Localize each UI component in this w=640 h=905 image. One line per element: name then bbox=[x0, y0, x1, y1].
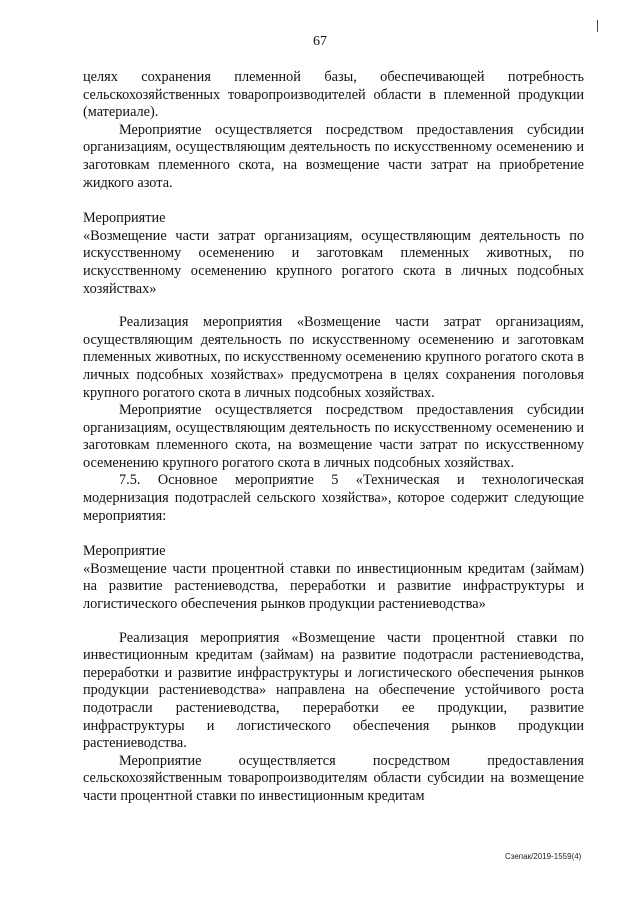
paragraph: Мероприятие осуществляется посредством предоставления субсидии организациям, осуществляющим деятельность по искусственному осеменению и заготовкам племенного скота, на возмещение части затрат на приобретение жидкого азота. bbox=[83, 121, 584, 191]
document-body bbox=[83, 69, 584, 806]
paragraph: Реализация мероприятия «Возмещение части процентной ставки по инвестиционным кредитам (займам) на развитие подотрасли растениеводства, переработки и развитие инфраструктуры и логистического обеспечения рынков продукции растениеводства» направлена на обеспечение устойчивого роста подотрасли растениеводства, переработки ее продукции, развитие инфраструктуры и логистического обеспечения рынков продукции растениеводства. bbox=[83, 629, 584, 752]
section-title: «Возмещение части затрат организациям, осуществляющим деятельность по искусственному осеменению и заготовкам племенных животных, по искусственному осеменению крупного рогатого скота в личных подсобных хозяйствах» bbox=[83, 227, 584, 297]
section-title: «Возмещение части процентной ставки по инвестиционным кредитам (займам) на развитие растениеводства, переработки и развитие инфраструктуры и логистического обеспечения рынков продукции растениеводства» bbox=[83, 560, 584, 613]
paragraph: Мероприятие осуществляется посредством предоставления субсидии организациям, осуществляющим деятельность по искусственному осеменению и заготовкам племенного скота, на возмещение части затрат по искусственному осеменению крупного рогатого скота в личных подсобных хозяйствах. bbox=[83, 402, 584, 471]
paragraph: Мероприятие осуществляется посредством предоставления сельскохозяйственным товаропроизводителям области субсидии на возмещение части процентной ставки по инвестиционным кредитам bbox=[83, 752, 584, 804]
paragraph: Реализация мероприятия «Возмещение части затрат организациям, осуществляющим деятельность по искусственному осеменению и заготовкам племенных животных, по искусственному осеменению крупного рогатого скота в личных подсобных хозяйствах» предусмотрена в целях сохранения поголовья крупного рогатого скота в личных подсобных хозяйствах. bbox=[83, 314, 584, 401]
page-number: 67 bbox=[313, 34, 327, 49]
document-code: Сзепак/2019-1559(4) bbox=[505, 852, 582, 861]
paragraph: 7.5. Основное мероприятие 5 «Техническая и технологическая модернизация подотраслей сельского хозяйства», которое содержит следующие мероприятия: bbox=[83, 472, 584, 524]
section-heading: Мероприятие bbox=[83, 210, 166, 227]
paragraph-continuation: целях сохранения племенной базы, обеспечивающей потребность сельскохозяйственных товаропроизводителей области в племенной продукции (материале). bbox=[83, 69, 584, 121]
section-heading: Мероприятие bbox=[83, 543, 166, 560]
scan-edge-mark bbox=[597, 20, 598, 32]
